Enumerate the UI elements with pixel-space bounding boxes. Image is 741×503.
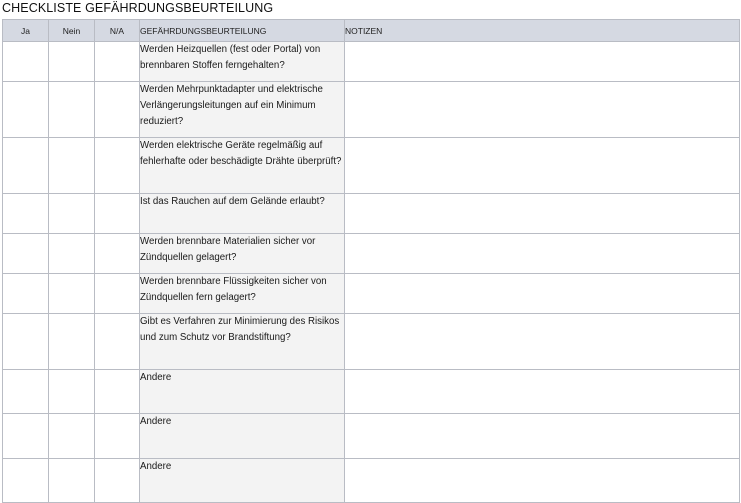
no-cell[interactable] <box>49 314 95 370</box>
na-cell[interactable] <box>95 314 140 370</box>
yes-cell[interactable] <box>3 138 49 194</box>
no-cell[interactable] <box>49 138 95 194</box>
notes-cell[interactable] <box>345 274 740 314</box>
table-row <box>3 42 740 82</box>
na-cell[interactable] <box>95 370 140 414</box>
na-cell[interactable] <box>95 138 140 194</box>
column-header-na: N/A <box>95 20 140 42</box>
question-cell: Ist das Rauchen auf dem Gelände erlaubt? <box>140 194 345 234</box>
table-row <box>3 82 740 138</box>
notes-cell[interactable] <box>345 194 740 234</box>
question-cell: Werden brennbare Materialien sicher vor Zündquellen gelagert? <box>140 234 345 274</box>
question-cell: Werden Mehrpunktadapter und elektrische Verlängerungsleitungen auf ein Minimum reduziert? <box>140 82 345 138</box>
notes-cell[interactable] <box>345 414 740 459</box>
na-cell[interactable] <box>95 42 140 82</box>
yes-cell[interactable] <box>3 194 49 234</box>
question-cell: Werden Heizquellen (fest oder Portal) von brennbaren Stoffen ferngehalten? <box>140 42 345 82</box>
no-cell[interactable] <box>49 370 95 414</box>
column-header-no: Nein <box>49 20 95 42</box>
yes-cell[interactable] <box>3 314 49 370</box>
table-row <box>3 194 740 234</box>
na-cell[interactable] <box>95 414 140 459</box>
table-row <box>3 414 740 459</box>
yes-cell[interactable] <box>3 274 49 314</box>
no-cell[interactable] <box>49 234 95 274</box>
table-row <box>3 370 740 414</box>
question-cell: Andere <box>140 370 345 414</box>
yes-cell[interactable] <box>3 370 49 414</box>
notes-cell[interactable] <box>345 370 740 414</box>
yes-cell[interactable] <box>3 414 49 459</box>
table-row <box>3 234 740 274</box>
notes-cell[interactable] <box>345 314 740 370</box>
na-cell[interactable] <box>95 234 140 274</box>
column-header-notes: NOTIZEN <box>345 20 740 42</box>
notes-cell[interactable] <box>345 138 740 194</box>
yes-cell[interactable] <box>3 234 49 274</box>
yes-cell[interactable] <box>3 42 49 82</box>
notes-cell[interactable] <box>345 82 740 138</box>
notes-cell[interactable] <box>345 234 740 274</box>
na-cell[interactable] <box>95 194 140 234</box>
column-header-question: GEFÄHRDUNGSBEURTEILUNG <box>140 20 345 42</box>
question-cell: Andere <box>140 414 345 459</box>
question-cell: Werden elektrische Geräte regelmäßig auf fehlerhafte oder beschädigte Drähte überprüft? <box>140 138 345 194</box>
column-header-yes: Ja <box>3 20 49 42</box>
no-cell[interactable] <box>49 42 95 82</box>
yes-cell[interactable] <box>3 82 49 138</box>
question-cell: Andere <box>140 459 345 503</box>
notes-cell[interactable] <box>345 42 740 82</box>
na-cell[interactable] <box>95 82 140 138</box>
table-header-row <box>3 20 740 42</box>
no-cell[interactable] <box>49 82 95 138</box>
document-title: CHECKLISTE GEFÄHRDUNGSBEURTEILUNG <box>2 1 274 15</box>
question-cell: Werden brennbare Flüssigkeiten sicher von Zündquellen fern gelagert? <box>140 274 345 314</box>
risk-assessment-checklist-table <box>2 19 740 503</box>
table-row <box>3 314 740 370</box>
no-cell[interactable] <box>49 274 95 314</box>
table-row <box>3 274 740 314</box>
na-cell[interactable] <box>95 274 140 314</box>
no-cell[interactable] <box>49 194 95 234</box>
no-cell[interactable] <box>49 414 95 459</box>
question-cell: Gibt es Verfahren zur Minimierung des Risikos und zum Schutz vor Brandstiftung? <box>140 314 345 370</box>
table-row <box>3 138 740 194</box>
